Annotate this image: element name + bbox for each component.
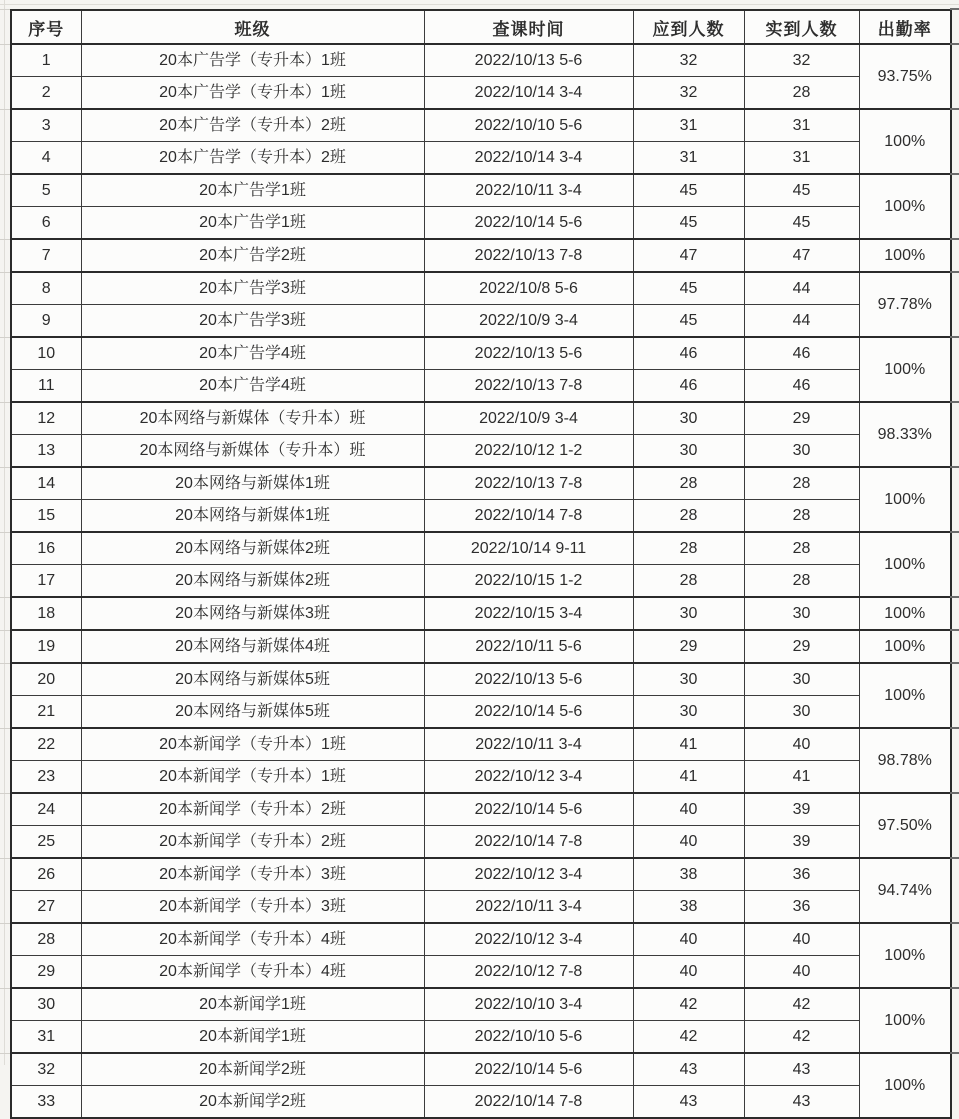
row-number-cell: 24 [11,793,81,826]
class-name-cell: 20本广告学1班 [81,207,424,240]
actual-count-cell: 44 [744,272,859,305]
actual-count-cell: 28 [744,467,859,500]
attendance-rate-cell: 94.74% [859,858,951,923]
expected-count-cell: 30 [633,597,744,630]
actual-count-cell: 42 [744,988,859,1021]
expected-count-cell: 30 [633,696,744,729]
actual-count-cell: 29 [744,402,859,435]
actual-count-cell: 45 [744,207,859,240]
table-row [11,402,951,435]
class-name-cell: 20本新闻学2班 [81,1086,424,1119]
gridline-tick-left [0,793,10,794]
gridline-tick-right [950,662,959,664]
actual-count-cell: 42 [744,1021,859,1054]
expected-count-cell: 42 [633,988,744,1021]
row-number-cell: 13 [11,435,81,468]
table-row [11,793,951,826]
row-number-cell: 33 [11,1086,81,1119]
check-time-cell: 2022/10/12 3-4 [424,858,633,891]
expected-count-cell: 45 [633,207,744,240]
row-number-cell: 31 [11,1021,81,1054]
class-name-cell: 20本新闻学1班 [81,1021,424,1054]
class-name-cell: 20本广告学3班 [81,272,424,305]
gridline-tick-left [0,728,10,729]
actual-count-cell: 29 [744,630,859,663]
expected-count-cell: 28 [633,565,744,598]
actual-count-cell: 41 [744,761,859,794]
table-row [11,207,951,240]
actual-count-cell: 28 [744,532,859,565]
check-time-cell: 2022/10/11 3-4 [424,174,633,207]
class-name-cell: 20本广告学4班 [81,337,424,370]
table-row [11,272,951,305]
gridline-tick-right [950,8,959,10]
actual-count-cell: 28 [744,500,859,533]
expected-count-cell: 40 [633,956,744,989]
gridline-tick-left [0,174,10,175]
class-name-cell: 20本新闻学（专升本）3班 [81,858,424,891]
table-row [11,44,951,77]
expected-count-cell: 40 [633,793,744,826]
table-row [11,630,951,663]
header-row [11,10,951,44]
gridline-tick-right [950,336,959,338]
expected-count-cell: 29 [633,630,744,663]
attendance-table [10,9,952,1119]
gridline-tick-left [0,402,10,403]
attendance-rate-cell: 100% [859,988,951,1053]
actual-count-cell: 45 [744,174,859,207]
class-name-cell: 20本网络与新媒体1班 [81,467,424,500]
class-name-cell: 20本新闻学（专升本）2班 [81,793,424,826]
check-time-cell: 2022/10/13 7-8 [424,239,633,272]
check-time-cell: 2022/10/14 5-6 [424,793,633,826]
actual-count-cell: 28 [744,77,859,110]
check-time-cell: 2022/10/14 7-8 [424,500,633,533]
class-name-cell: 20本网络与新媒体2班 [81,532,424,565]
gridline-tick-left [0,9,10,10]
row-number-cell: 32 [11,1053,81,1086]
attendance-rate-cell: 100% [859,337,951,402]
expected-count-cell: 30 [633,402,744,435]
check-time-cell: 2022/10/10 5-6 [424,1021,633,1054]
check-time-cell: 2022/10/15 1-2 [424,565,633,598]
gridline-tick-left [0,532,10,533]
gridline-tick-right [950,922,959,924]
table-row [11,728,951,761]
expected-count-cell: 31 [633,142,744,175]
gridline-tick-right [950,727,959,729]
class-name-cell: 20本广告学（专升本）2班 [81,142,424,175]
class-name-cell: 20本新闻学2班 [81,1053,424,1086]
expected-count-cell: 32 [633,77,744,110]
gridline-tick-right [950,401,959,403]
expected-count-cell: 40 [633,923,744,956]
table-row [11,174,951,207]
class-name-cell: 20本新闻学1班 [81,988,424,1021]
check-time-cell: 2022/10/13 7-8 [424,370,633,403]
check-time-cell: 2022/10/12 7-8 [424,956,633,989]
row-number-cell: 1 [11,44,81,77]
actual-count-cell: 36 [744,891,859,924]
class-name-cell: 20本网络与新媒体1班 [81,500,424,533]
gridline-tick-left [0,988,10,989]
attendance-rate-cell: 100% [859,467,951,532]
class-name-cell: 20本网络与新媒体5班 [81,663,424,696]
table-row [11,305,951,338]
actual-count-cell: 32 [744,44,859,77]
row-number-cell: 19 [11,630,81,663]
actual-count-cell: 30 [744,597,859,630]
check-time-cell: 2022/10/12 1-2 [424,435,633,468]
expected-count-cell: 45 [633,272,744,305]
expected-count-cell: 38 [633,891,744,924]
class-name-cell: 20本新闻学（专升本）4班 [81,956,424,989]
check-time-cell: 2022/10/10 5-6 [424,109,633,142]
actual-count-cell: 46 [744,337,859,370]
gridline-tick-right [950,238,959,240]
row-number-cell: 7 [11,239,81,272]
row-number-cell: 30 [11,988,81,1021]
row-number-cell: 2 [11,77,81,110]
expected-count-cell: 30 [633,663,744,696]
attendance-rate-cell: 100% [859,174,951,239]
check-time-cell: 2022/10/15 3-4 [424,597,633,630]
check-time-cell: 2022/10/12 3-4 [424,761,633,794]
attendance-rate-cell: 100% [859,1053,951,1118]
actual-count-cell: 30 [744,435,859,468]
check-time-cell: 2022/10/14 7-8 [424,826,633,859]
expected-count-cell: 46 [633,337,744,370]
class-name-cell: 20本网络与新媒体（专升本）班 [81,435,424,468]
gridline-tick-right [950,108,959,110]
check-time-cell: 2022/10/9 3-4 [424,305,633,338]
table-row [11,663,951,696]
header-expected-count: 应到人数 [633,10,744,44]
gridline-tick-right [950,987,959,989]
check-time-cell: 2022/10/13 7-8 [424,467,633,500]
row-number-cell: 18 [11,597,81,630]
table-row [11,532,951,565]
check-time-cell: 2022/10/9 3-4 [424,402,633,435]
row-number-cell: 23 [11,761,81,794]
row-number-cell: 25 [11,826,81,859]
row-number-cell: 9 [11,305,81,338]
expected-count-cell: 32 [633,44,744,77]
attendance-rate-cell: 97.50% [859,793,951,858]
check-time-cell: 2022/10/13 5-6 [424,337,633,370]
actual-count-cell: 46 [744,370,859,403]
actual-count-cell: 30 [744,663,859,696]
background-gridline-horizontal [0,4,959,5]
table-row [11,696,951,729]
actual-count-cell: 28 [744,565,859,598]
class-name-cell: 20本网络与新媒体（专升本）班 [81,402,424,435]
class-name-cell: 20本网络与新媒体4班 [81,630,424,663]
check-time-cell: 2022/10/13 5-6 [424,44,633,77]
gridline-tick-left [0,663,10,664]
row-number-cell: 27 [11,891,81,924]
expected-count-cell: 43 [633,1053,744,1086]
header-attendance-rate: 出勤率 [859,10,951,44]
check-time-cell: 2022/10/11 5-6 [424,630,633,663]
actual-count-cell: 36 [744,858,859,891]
actual-count-cell: 43 [744,1086,859,1119]
row-number-cell: 8 [11,272,81,305]
row-number-cell: 5 [11,174,81,207]
table-row [11,109,951,142]
gridline-tick-right [950,173,959,175]
expected-count-cell: 46 [633,370,744,403]
gridline-tick-left [0,109,10,110]
row-number-cell: 20 [11,663,81,696]
row-number-cell: 3 [11,109,81,142]
class-name-cell: 20本广告学1班 [81,174,424,207]
table-row [11,1021,951,1054]
table-row [11,923,951,956]
class-name-cell: 20本广告学4班 [81,370,424,403]
class-name-cell: 20本新闻学（专升本）4班 [81,923,424,956]
gridline-tick-left [0,1053,10,1054]
check-time-cell: 2022/10/14 5-6 [424,1053,633,1086]
actual-count-cell: 39 [744,793,859,826]
actual-count-cell: 39 [744,826,859,859]
table-row [11,956,951,989]
attendance-rate-cell: 100% [859,532,951,597]
class-name-cell: 20本新闻学（专升本）1班 [81,728,424,761]
actual-count-cell: 30 [744,696,859,729]
class-name-cell: 20本新闻学（专升本）3班 [81,891,424,924]
table-row [11,1086,951,1119]
attendance-rate-cell: 100% [859,923,951,988]
class-name-cell: 20本广告学3班 [81,305,424,338]
gridline-tick-right [950,596,959,598]
expected-count-cell: 31 [633,109,744,142]
row-number-cell: 29 [11,956,81,989]
expected-count-cell: 47 [633,239,744,272]
check-time-cell: 2022/10/14 3-4 [424,77,633,110]
gridline-tick-left [0,630,10,631]
class-name-cell: 20本广告学2班 [81,239,424,272]
class-name-cell: 20本新闻学（专升本）1班 [81,761,424,794]
actual-count-cell: 44 [744,305,859,338]
gridline-tick-left [0,272,10,273]
table-row [11,858,951,891]
table-row [11,1053,951,1086]
table-row [11,891,951,924]
row-number-cell: 17 [11,565,81,598]
actual-count-cell: 40 [744,956,859,989]
expected-count-cell: 45 [633,174,744,207]
expected-count-cell: 28 [633,500,744,533]
gridline-tick-left [0,467,10,468]
gridline-tick-left [0,923,10,924]
class-name-cell: 20本广告学（专升本）2班 [81,109,424,142]
gridline-tick-right [950,466,959,468]
expected-count-cell: 28 [633,532,744,565]
check-time-cell: 2022/10/13 5-6 [424,663,633,696]
header-actual-count: 实到人数 [744,10,859,44]
class-name-cell: 20本网络与新媒体3班 [81,597,424,630]
expected-count-cell: 30 [633,435,744,468]
check-time-cell: 2022/10/8 5-6 [424,272,633,305]
row-number-cell: 14 [11,467,81,500]
attendance-rate-cell: 100% [859,239,951,272]
table-row [11,337,951,370]
expected-count-cell: 28 [633,467,744,500]
class-name-cell: 20本网络与新媒体2班 [81,565,424,598]
check-time-cell: 2022/10/11 3-4 [424,891,633,924]
table-row [11,988,951,1021]
row-number-cell: 28 [11,923,81,956]
expected-count-cell: 41 [633,761,744,794]
gridline-tick-right [950,43,959,45]
attendance-rate-cell: 100% [859,630,951,663]
expected-count-cell: 42 [633,1021,744,1054]
header-row-number: 序号 [11,10,81,44]
check-time-cell: 2022/10/10 3-4 [424,988,633,1021]
gridline-tick-right [950,271,959,273]
class-name-cell: 20本新闻学（专升本）2班 [81,826,424,859]
row-number-cell: 6 [11,207,81,240]
actual-count-cell: 40 [744,728,859,761]
check-time-cell: 2022/10/14 5-6 [424,207,633,240]
header-check-time: 查课时间 [424,10,633,44]
table-row [11,826,951,859]
expected-count-cell: 43 [633,1086,744,1119]
row-number-cell: 15 [11,500,81,533]
actual-count-cell: 31 [744,142,859,175]
table-row [11,761,951,794]
attendance-rate-cell: 98.33% [859,402,951,467]
gridline-tick-right [950,857,959,859]
row-number-cell: 12 [11,402,81,435]
class-name-cell: 20本网络与新媒体5班 [81,696,424,729]
table-row [11,467,951,500]
row-number-cell: 22 [11,728,81,761]
check-time-cell: 2022/10/14 9-11 [424,532,633,565]
gridline-tick-left [0,239,10,240]
actual-count-cell: 43 [744,1053,859,1086]
actual-count-cell: 31 [744,109,859,142]
row-number-cell: 26 [11,858,81,891]
table-row [11,565,951,598]
header-class-name: 班级 [81,10,424,44]
gridline-tick-right [950,1052,959,1054]
table-row [11,142,951,175]
actual-count-cell: 47 [744,239,859,272]
check-time-cell: 2022/10/12 3-4 [424,923,633,956]
expected-count-cell: 45 [633,305,744,338]
gridline-tick-left [0,858,10,859]
attendance-rate-cell: 98.78% [859,728,951,793]
attendance-rate-cell: 100% [859,663,951,728]
table-row [11,435,951,468]
expected-count-cell: 38 [633,858,744,891]
check-time-cell: 2022/10/14 7-8 [424,1086,633,1119]
check-time-cell: 2022/10/14 5-6 [424,696,633,729]
attendance-rate-cell: 97.78% [859,272,951,337]
gridline-tick-right [950,531,959,533]
check-time-cell: 2022/10/11 3-4 [424,728,633,761]
class-name-cell: 20本广告学（专升本）1班 [81,44,424,77]
table-row [11,597,951,630]
attendance-rate-cell: 93.75% [859,44,951,109]
attendance-rate-cell: 100% [859,597,951,630]
table-row [11,77,951,110]
gridline-tick-left [0,597,10,598]
gridline-tick-left [0,337,10,338]
gridline-tick-right [950,792,959,794]
table-row [11,370,951,403]
row-number-cell: 10 [11,337,81,370]
row-number-cell: 11 [11,370,81,403]
row-number-cell: 21 [11,696,81,729]
attendance-rate-cell: 100% [859,109,951,174]
gridline-tick-right [950,629,959,631]
check-time-cell: 2022/10/14 3-4 [424,142,633,175]
table-row [11,239,951,272]
row-number-cell: 4 [11,142,81,175]
class-name-cell: 20本广告学（专升本）1班 [81,77,424,110]
row-number-cell: 16 [11,532,81,565]
expected-count-cell: 41 [633,728,744,761]
gridline-tick-left [0,44,10,45]
actual-count-cell: 40 [744,923,859,956]
expected-count-cell: 40 [633,826,744,859]
table-row [11,500,951,533]
